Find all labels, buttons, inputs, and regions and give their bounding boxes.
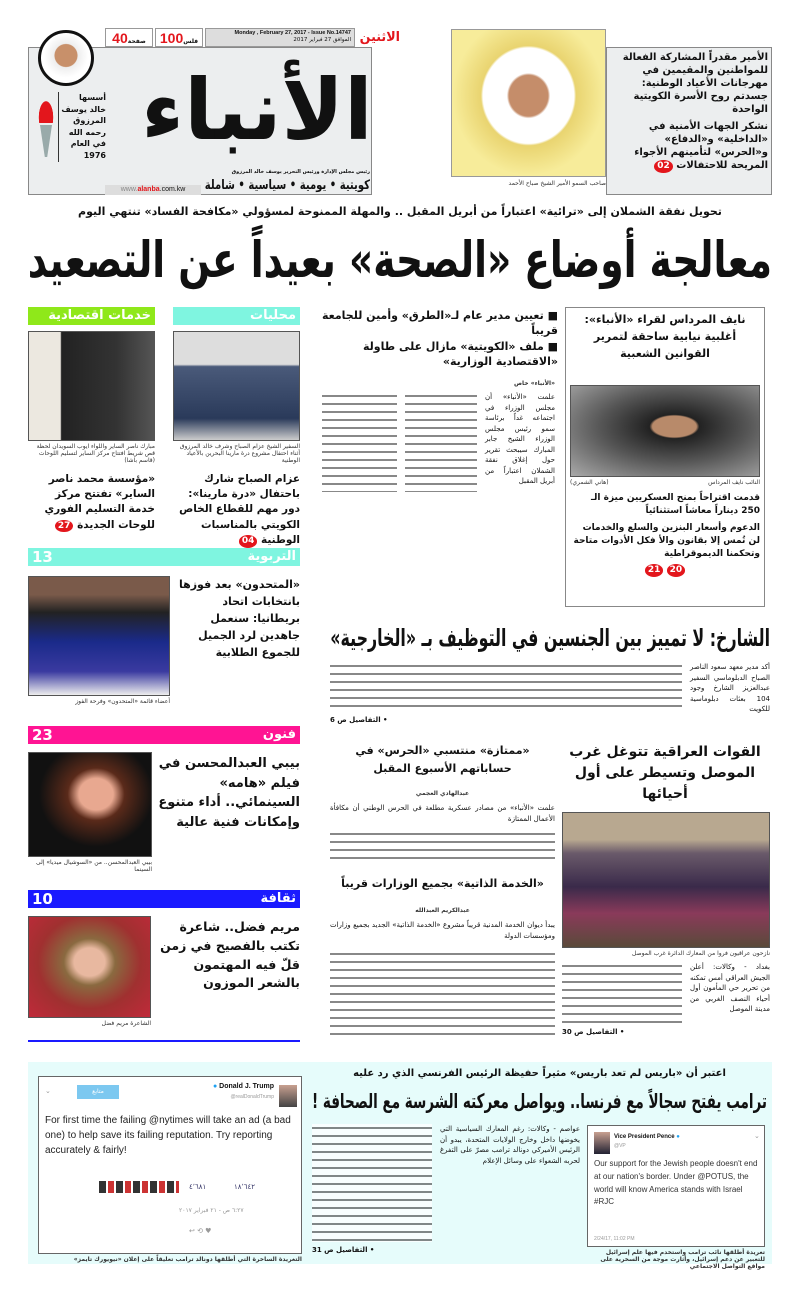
section-education: [28, 548, 300, 566]
interview-caption: [570, 479, 760, 486]
tweet-text: For first time the failing @nytimes will take an ad (a bad one) to help save its failing reputation. Try reporting accurately & fairly!: [45, 1115, 291, 1156]
interview-headline: نايف المرداس لقراء «الأنباء»: أغلبية نيابية ساحقة لتمرير القوانين الشعبية: [584, 313, 746, 361]
section-page-num: 10: [32, 890, 53, 908]
economic-headline-text: «مؤسسة محمد ناصر الساير» تفتتح مركز خدمة التسليم الفوري للوحات الجديدة: [44, 473, 155, 531]
tagline: كويتية • يومية • سياسية • شاملة: [204, 178, 370, 193]
interview-sub-1: قدمت اقتراحاً بمنح العسكريين ميزة الـ 250 ديناراً معاشاً استثنائياً: [590, 493, 760, 517]
culture-headline: مريم فضل.. شاعرة تكتب بالفصيح في زمن قلّ فيه المهتمون بالشعر الموزون: [160, 919, 300, 991]
iraq-lead: بغداد - وكالات: أعلن الجيش العراقي أمس تمكنه من تحرير حي المأمون أول أحياء النصف الغربي من مدينة الموصل: [690, 963, 770, 1013]
arts-headline: بيبي العبدالمحسن في فيلم «هامه» السينمائي.. أداء متنوع وإمكانات فنية عالية: [158, 756, 300, 830]
emir-headline: الأمير مقدراً المشاركة الفعالة للمواطنين والمقيمين في مهرجانات الأعياد الوطنية: جسدتم روح الأسرة الكويتية الواحدة: [622, 52, 768, 115]
lead-kicker: تحويل نفقة الشملان إلى «ترائية» اعتباراً من أبريل المقبل .. والمهلة الممنوحة لمسؤولي «مكافحة الفساد» تنتهي اليوم: [78, 205, 722, 218]
section-label: التربوية: [247, 549, 296, 564]
economic-caption: مبارك ناصر الساير واللواء ايوب السويدان لحظة قص شريط افتتاح مركز الساير لتسليم اللوحات (قاسم باشا): [36, 443, 155, 465]
selfservice-lead: يبدأ ديوان الخدمة المدنية قريباً مشروع «الخدمة الذاتية» الجديد بجميع وزارات ومؤسسات الدولة: [330, 921, 555, 940]
day-label: الاثنين: [359, 30, 400, 45]
tweet-handle: @realDonaldTrump: [230, 1094, 274, 1100]
divider: [28, 1040, 300, 1042]
website-pre: www.: [120, 186, 138, 193]
section-culture: [28, 890, 300, 908]
trump-body: [312, 1124, 432, 1242]
culture-photo: [28, 916, 151, 1018]
liker-avatars: [99, 1181, 179, 1193]
website-link[interactable]: [105, 185, 201, 195]
tweet-time: 2/24/17, 11:02 PM: [594, 1236, 635, 1242]
website-brand: alanba: [137, 186, 160, 193]
caption-credit: (هاني الشمري): [570, 479, 609, 486]
founder-line: خالد يوسف: [61, 104, 106, 114]
trump-kicker: اعتبر أن «باريس لم تعد باريس» مثيراً حفيظة الرئيس الفرنسي الذي رد عليه: [353, 1068, 726, 1079]
trump-headline: ترامب يفتح سجالاً مع فرنسا.. ويواصل معركته الشرسة مع الصحافة !: [312, 1089, 767, 1113]
avatar: [594, 1132, 610, 1154]
section-economic: خدمات اقتصادية: [28, 307, 155, 325]
retweets-count: ١٨٬٦٤٢: [234, 1183, 256, 1191]
tweet-time: ٦:٢٧ ص - ٢١ فبراير ٢٠١٧: [179, 1207, 244, 1214]
guard-lead: علمت «الأنباء» من مصادر عسكرية مطلعة في الحرس الوطني أن مكافأة الأعمال الممتازة: [330, 804, 555, 823]
interview-sub-2: الدعوم وأسعار البنزين والسلع والخدمات لن تُمس إلا بقانون والأ فكل الأدوات متاحة وتحكمنا الديموقراطية: [573, 523, 760, 560]
economic-photo: [28, 331, 155, 441]
iraq-caption: نازحون عراقيون فروا من المعارك الدائرة غرب الموصل: [632, 950, 770, 957]
pages-value: 40: [112, 30, 128, 46]
interview-subs: [570, 492, 760, 577]
trump-lead: عواصم - وكالات: رغم المعارك السياسية التي يخوضها داخل وخارج الولايات المتحدة، يبدو أن الرئيس الأميركي دونالد ترامب مصرّ على التفرغ لحربه الشعواء على وسائل الإعلام: [440, 1125, 580, 1165]
education-photo: [28, 576, 170, 696]
price-unit: فلس: [183, 38, 199, 45]
tweet-author: ● Donald J. Trump: [212, 1083, 274, 1090]
date-box: [205, 28, 355, 47]
tweet-handle: @VP: [614, 1143, 626, 1149]
pages-unit: صفحة: [127, 38, 146, 45]
tweet-trump: [38, 1076, 302, 1254]
iraq-headline: القوات العراقية تتوغل غرب الموصل وتسيطر على أول أحيائها: [569, 744, 761, 802]
local-headline: [173, 472, 300, 548]
iraq-more[interactable]: • التفاصيل ص 30: [562, 1028, 625, 1036]
economic-headline: [28, 472, 155, 533]
guard-byline: عبدالهادي العجمي: [415, 790, 470, 797]
roads-lead: علمت «الأنباء» أن مجلس الوزراء في اجتماعه غداً برئاسة سمو رئيس مجلس الوزراء الشيخ جابر المبارك سيبحث تقرير حول إغلاق نفقة الشملان اعتباراً من أبريل المقبل: [485, 393, 555, 485]
selfservice-byline: عبدالكريم العبدالله: [415, 907, 470, 914]
website-post: .com.kw: [159, 186, 186, 193]
roads-headline-1: تعيين مدير عام لـ«الطرق» وأمين للجامعة قريباً: [321, 309, 558, 338]
section-label: ثقافة: [260, 891, 296, 906]
roads-headline-2: ملف «الكويتية» مازال على طاولة «الاقتصادية الوزارية»: [363, 339, 558, 369]
lead-headline: معالجة أوضاع «الصحة» بعيداً عن التصعيد: [27, 231, 772, 289]
roads-headline-line-1: ■ تعيين مدير عام لـ«الطرق» وأمين للجامعة قريباً: [321, 309, 558, 338]
section-page-num: 23: [32, 726, 53, 744]
section-local: محليات: [173, 307, 300, 325]
date-en: Monday , February 27, 2017 - Issue No.14747: [234, 30, 351, 36]
page-ref-badge: 21: [645, 564, 664, 577]
tweet-text: Our support for the Jewish people doesn't end at our nation's border. Under @POTUS, the world will know America stands with Israel #RJC: [594, 1159, 758, 1207]
founder-line: المرزوق: [73, 116, 106, 126]
culture-caption: الشاعرة مريم فضل: [101, 1020, 151, 1027]
pages-box: [105, 28, 153, 47]
page-ref-badge: 20: [667, 564, 686, 577]
founder-line: في العام: [70, 139, 106, 149]
section-page-num: 13: [32, 548, 53, 566]
selfservice-headline: «الخدمة الذاتية» بجميع الوزارات قريباً: [341, 877, 544, 890]
interview-pages: [570, 564, 760, 577]
foreign-lead: أكد مدير معهد سعود الناصر الصباح الدبلوماسي السفير عبدالعزيز الشارخ وجود 104 بعثات دبلوماسية للكويت: [690, 663, 770, 713]
date-ar: الموافق 27 فبراير 2017: [293, 37, 351, 44]
education-caption: أعضاء قائمة «المتحدون» وفرحة الفوز: [75, 698, 170, 705]
guard-headline: «ممتازة» منتسبي «الحرس» في حساباتهم الأسبوع المقبل: [355, 744, 530, 775]
tweet-pence: [587, 1125, 765, 1247]
tweet-trump-caption: التغريدة الساخرة التي أطلقها دونالد ترامب تعليقاً على إعلان «نيويورك تايمز»: [73, 1256, 302, 1263]
chevron-down-icon[interactable]: ⌄: [45, 1087, 51, 1095]
founder-line: أسسها: [78, 93, 106, 102]
arts-caption: بيبي العبدالمحسن.. من «السوشيال ميديا» إلى السينما: [35, 859, 152, 874]
roads-headline-line-2: ■ ملف «الكويتية» مازال على طاولة «الاقتصادية الوزارية»: [363, 339, 558, 369]
education-headline: «المتحدون» بعد فوزها بانتخابات اتحاد بريطانيا: سنعمل جاهدين لرد الجميل للجموع الطلابية: [178, 578, 300, 660]
emir-subheadline: [610, 120, 768, 173]
emir-stories: [610, 51, 768, 173]
chairman-line: رئيس مجلس الإدارة ورئيس التحرير يوسف خالد المرزوق: [231, 169, 370, 175]
tweet-pence-caption: تغريدة أطلقها نائب ترامب واستخدم فيها علم إسرائيل للتعبير عن دعم إسرائيل، وأثارت موجة من السخرية على مواقع التواصل الاجتماعي: [600, 1249, 765, 1271]
foreign-body: [330, 662, 682, 712]
follow-button[interactable]: متابع: [77, 1085, 119, 1099]
trump-more[interactable]: • التفاصيل ص 31: [312, 1246, 375, 1254]
tweet-actions-icons[interactable]: ↩ ⟲ ♥: [189, 1227, 212, 1235]
emir-photo: [451, 29, 606, 177]
roads-body: [405, 392, 477, 492]
tweet-author: Vice President Pence ●: [614, 1134, 680, 1140]
emir-subheadline-text: نشكر الجهات الأمنية في «الداخلية» و«الدفاع» و«الحرس» لتأمينهم الأجواء المريحة للاحتفالات: [634, 121, 768, 171]
avatar: [279, 1085, 297, 1107]
selfservice-body: [330, 950, 555, 1038]
section-arts: [28, 726, 300, 744]
page-ref-badge: 02: [654, 160, 673, 173]
roads-body: [322, 392, 397, 492]
flame-icon: [36, 95, 56, 123]
roads-headline: [318, 308, 558, 370]
guard-body: [330, 830, 555, 862]
interview-photo: [570, 385, 760, 477]
iraq-photo: [562, 812, 770, 948]
foreign-more[interactable]: • التفاصيل ص 6: [330, 716, 388, 724]
foreign-headline: الشارخ: لا تمييز بين الجنسين في التوظيف بـ «الخارجية»: [330, 624, 770, 652]
price-value: 100: [159, 30, 184, 46]
chevron-down-icon[interactable]: ⌄: [754, 1132, 760, 1140]
local-caption: السفير الشيخ عزام الصباح وشرف خالد المرزوق أثناء احتفال مشروع درة مارينا البحرين بالأعياد الوطنية: [179, 443, 300, 465]
caption-name: النائب نايف المرداس: [708, 479, 760, 486]
tweet-name: Donald J. Trump: [219, 1083, 274, 1090]
local-headline-text: عزام الصباح شارك باحتفال «درة مارينا»: دور مهم للقطاع الخاص الكويتي بالمناسبات الوطنية: [179, 473, 300, 546]
roads-byline: «الأنباء» خاص: [513, 380, 555, 387]
price-box: [155, 28, 203, 47]
arts-photo: [28, 752, 152, 857]
tweet-name: Vice President Pence: [614, 1134, 675, 1140]
section-label: فنون: [262, 727, 296, 742]
newspaper-logo: الأنباء: [141, 61, 373, 159]
founder-text: [58, 92, 106, 162]
page-ref-badge: 27: [55, 520, 74, 533]
founder-line: رحمه الله: [68, 127, 106, 137]
likes-count: ٤٬٦٨١: [189, 1183, 207, 1191]
local-photo: [173, 331, 300, 441]
founder-line: 1976: [83, 150, 106, 160]
iraq-body: [562, 962, 682, 1024]
page-ref-badge: 04: [239, 535, 258, 548]
emir-caption: صاحب السمو الأمير الشيخ صباح الأحمد: [508, 180, 606, 187]
founder-photo: [38, 30, 94, 86]
